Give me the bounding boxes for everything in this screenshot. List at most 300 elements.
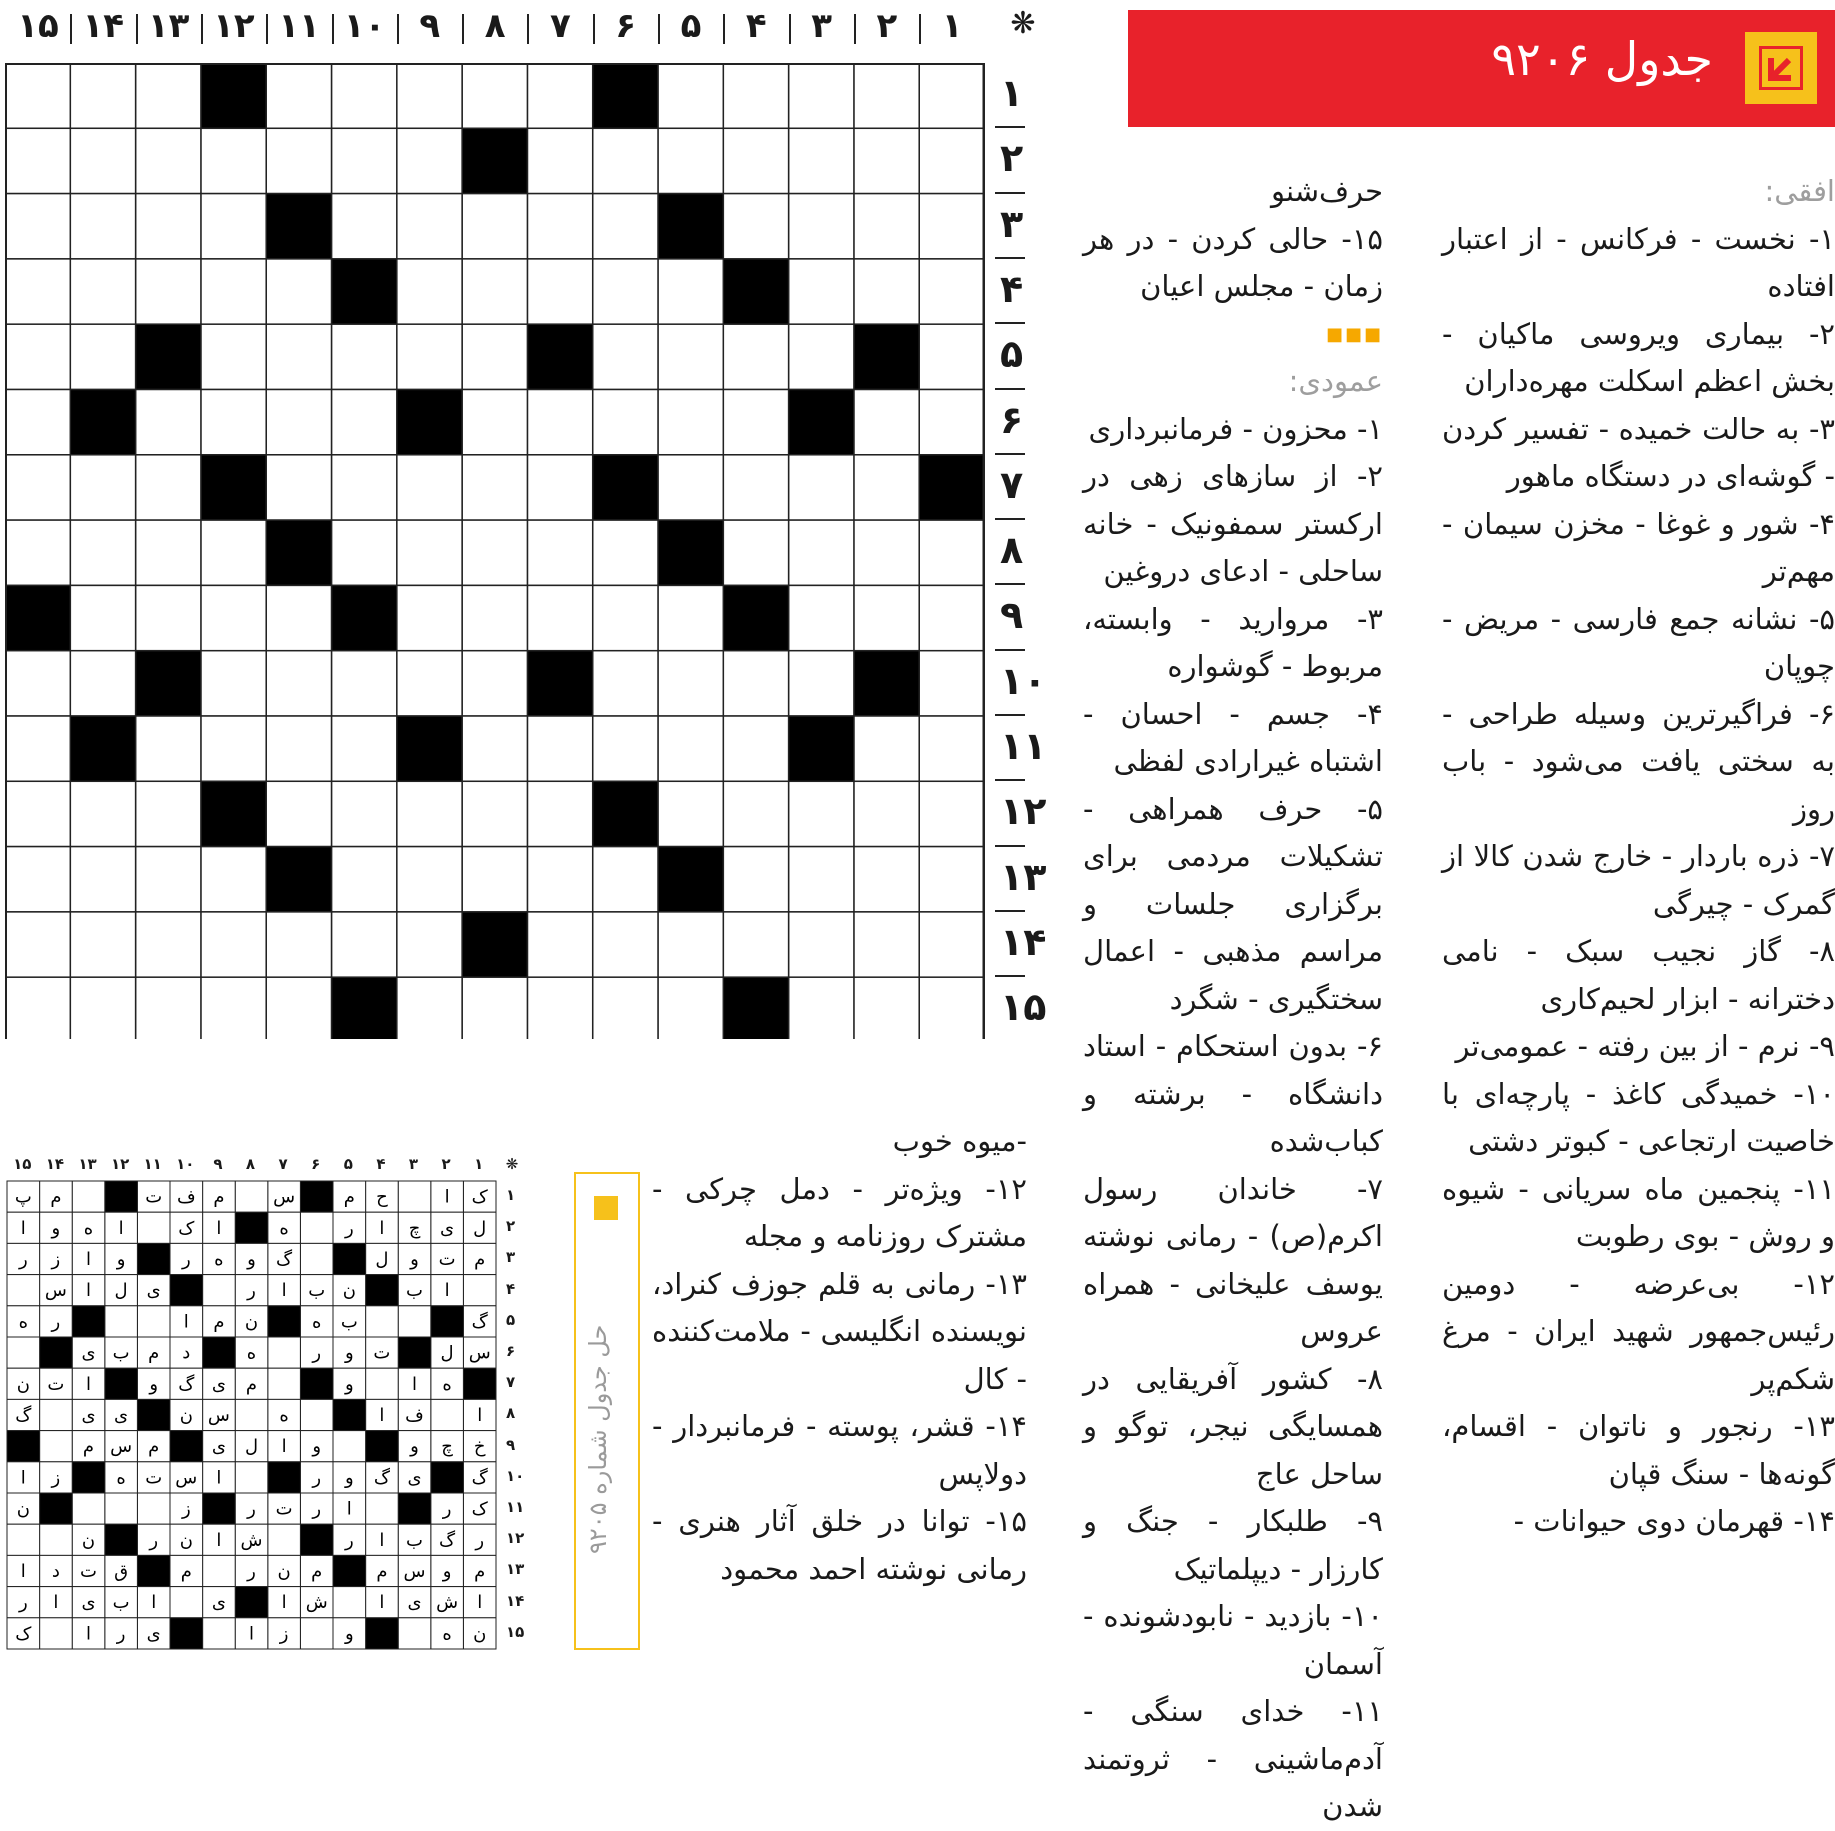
solution-black-cell: [366, 1275, 399, 1306]
grid-cell[interactable]: [462, 585, 527, 650]
black-cell: [789, 716, 854, 781]
grid-cell[interactable]: [136, 128, 201, 193]
grid-cell[interactable]: [332, 716, 397, 781]
grid-cell[interactable]: [527, 716, 592, 781]
grid-cell[interactable]: [266, 128, 331, 193]
solution-black-cell: [105, 1524, 138, 1555]
solution-black-cell: [268, 1462, 301, 1493]
grid-cell[interactable]: [723, 716, 788, 781]
grid-cell[interactable]: [5, 651, 70, 716]
column-number: ۱۴: [82, 6, 125, 46]
grid-cell[interactable]: [332, 194, 397, 259]
crossword-board[interactable]: [5, 63, 985, 1039]
grid-cell[interactable]: [5, 977, 70, 1039]
solution-letter: ا: [411, 1373, 418, 1395]
solution-letter: ر: [475, 1529, 485, 1551]
grid-cell[interactable]: [723, 912, 788, 977]
solution-black-cell: [268, 1306, 301, 1337]
grid-cell[interactable]: [201, 585, 266, 650]
row-separator: [995, 779, 1025, 781]
grid-cell[interactable]: [462, 977, 527, 1039]
grid-cell[interactable]: [70, 847, 135, 912]
solution-letter: س: [403, 1561, 426, 1582]
solution-letter: ر: [116, 1623, 126, 1645]
grid-cell[interactable]: [201, 128, 266, 193]
grid-cell[interactable]: [136, 977, 201, 1039]
grid-cell[interactable]: [462, 781, 527, 846]
grid-cell[interactable]: [5, 520, 70, 585]
grid-cell[interactable]: [527, 128, 592, 193]
grid-cell[interactable]: [723, 455, 788, 520]
grid-cell[interactable]: [332, 324, 397, 389]
grid-cell[interactable]: [70, 194, 135, 259]
black-cell: [723, 585, 788, 650]
solution-letter: ا: [444, 1186, 450, 1208]
solution-black-cell: [463, 1368, 496, 1399]
grid-cell[interactable]: [658, 585, 723, 650]
solution-letter: ا: [85, 1280, 92, 1302]
grid-cell[interactable]: [723, 324, 788, 389]
solution-letter: ل: [114, 1280, 128, 1302]
grid-cell[interactable]: [658, 977, 723, 1039]
grid-cell[interactable]: [136, 455, 201, 520]
grid-cell[interactable]: [527, 259, 592, 324]
grid-cell[interactable]: [919, 651, 984, 716]
grid-cell[interactable]: [593, 912, 658, 977]
grid-cell[interactable]: [266, 651, 331, 716]
grid-cell[interactable]: [593, 520, 658, 585]
grid-cell[interactable]: [723, 194, 788, 259]
clue-item: ۱۴- قشر، پوسته - فرمانبردار - دولاپس: [652, 1409, 1027, 1491]
grid-cell[interactable]: [789, 651, 854, 716]
grid-cell[interactable]: [462, 651, 527, 716]
grid-cell[interactable]: [723, 651, 788, 716]
grid-cell[interactable]: [397, 585, 462, 650]
solution-cell: [7, 1524, 40, 1555]
row-separator: [995, 453, 1025, 455]
grid-cell[interactable]: [397, 651, 462, 716]
grid-cell[interactable]: [789, 977, 854, 1039]
solution-cell: [366, 1306, 399, 1337]
grid-cell[interactable]: [919, 259, 984, 324]
grid-cell[interactable]: [70, 324, 135, 389]
grid-cell[interactable]: [527, 781, 592, 846]
grid-cell[interactable]: [5, 716, 70, 781]
grid-cell[interactable]: [723, 520, 788, 585]
solution-cell: [268, 1524, 301, 1555]
grid-cell[interactable]: [854, 585, 919, 650]
grid-cell[interactable]: [462, 194, 527, 259]
column-separator: [527, 14, 529, 44]
solution-row-number: ۴: [506, 1279, 516, 1298]
grid-cell[interactable]: [919, 585, 984, 650]
grid-cell[interactable]: [332, 128, 397, 193]
column-number: ۱: [941, 6, 963, 46]
grid-cell[interactable]: [462, 455, 527, 520]
grid-cell[interactable]: [789, 455, 854, 520]
grid-cell[interactable]: [593, 651, 658, 716]
grid-cell[interactable]: [723, 781, 788, 846]
grid-cell[interactable]: [919, 977, 984, 1039]
grid-cell[interactable]: [527, 520, 592, 585]
solution-letter: ه: [442, 1373, 452, 1395]
grid-cell[interactable]: [658, 781, 723, 846]
solution-cell: [268, 1337, 301, 1368]
solution-black-cell: [235, 1212, 268, 1243]
grid-cell[interactable]: [919, 194, 984, 259]
solution-letter: ه: [246, 1342, 257, 1364]
solution-cell: [398, 1181, 431, 1212]
grid-cell[interactable]: [266, 912, 331, 977]
grid-cell[interactable]: [919, 63, 984, 128]
solution-letter: ا: [346, 1498, 352, 1520]
grid-cell[interactable]: [723, 390, 788, 455]
solution-letter: م: [474, 1249, 486, 1270]
grid-cell[interactable]: [201, 194, 266, 259]
grid-cell[interactable]: [854, 781, 919, 846]
grid-cell[interactable]: [5, 128, 70, 193]
grid-cell[interactable]: [854, 194, 919, 259]
grid-cell[interactable]: [5, 455, 70, 520]
grid-cell[interactable]: [136, 912, 201, 977]
grid-cell[interactable]: [70, 781, 135, 846]
row-separator: [995, 714, 1025, 716]
grid-cell[interactable]: [919, 390, 984, 455]
grid-cell[interactable]: [136, 63, 201, 128]
grid-cell[interactable]: [789, 520, 854, 585]
grid-cell[interactable]: [854, 912, 919, 977]
grid-cell[interactable]: [854, 259, 919, 324]
solution-letter: ق: [114, 1561, 129, 1582]
solution-column-number: ۴: [376, 1155, 386, 1173]
grid-cell[interactable]: [5, 847, 70, 912]
grid-cell[interactable]: [266, 455, 331, 520]
row-separator: [995, 649, 1025, 651]
grid-cell[interactable]: [201, 651, 266, 716]
grid-cell[interactable]: [919, 324, 984, 389]
solution-black-cell: [137, 1399, 170, 1430]
column-number: ۱۱: [278, 6, 320, 46]
grid-cell[interactable]: [136, 520, 201, 585]
solution-row-number: ۷: [506, 1373, 516, 1392]
grid-cell[interactable]: [397, 847, 462, 912]
grid-cell[interactable]: [462, 390, 527, 455]
grid-cell[interactable]: [658, 324, 723, 389]
grid-cell[interactable]: [201, 390, 266, 455]
grid-cell[interactable]: [658, 651, 723, 716]
grid-cell[interactable]: [658, 390, 723, 455]
grid-cell[interactable]: [527, 847, 592, 912]
grid-cell[interactable]: [789, 781, 854, 846]
solution-letter: ر: [247, 1498, 256, 1520]
grid-cell[interactable]: [70, 912, 135, 977]
solution-letter: ر: [312, 1342, 322, 1364]
solution-letter: ش: [240, 1529, 263, 1551]
grid-cell[interactable]: [527, 455, 592, 520]
column-separator: [201, 14, 203, 44]
grid-cell[interactable]: [854, 455, 919, 520]
grid-cell[interactable]: [789, 259, 854, 324]
grid-cell[interactable]: [919, 912, 984, 977]
grid-cell[interactable]: [201, 520, 266, 585]
clue-item: ۱۵- توانا در خلق آثار هنری - رمانی نوشته احمد محمود: [652, 1504, 1027, 1586]
grid-cell[interactable]: [789, 128, 854, 193]
column-separator: [919, 14, 921, 44]
solution-letter: ا: [85, 1249, 92, 1270]
clue-item: ۱۴- قهرمان دوی حیوانات -: [1513, 1504, 1835, 1538]
clue-item: ۴- جسم - احسان - اشتباه غیرارادی لفظی: [1083, 696, 1383, 778]
row-number: ۹: [1000, 593, 1024, 638]
grid-cell[interactable]: [332, 912, 397, 977]
solution-black-cell: [40, 1493, 73, 1524]
grid-cell[interactable]: [136, 716, 201, 781]
grid-cell[interactable]: [527, 585, 592, 650]
column-separator: [593, 14, 595, 44]
grid-cell[interactable]: [266, 716, 331, 781]
grid-cell[interactable]: [201, 912, 266, 977]
column-separator: [70, 14, 72, 44]
grid-cell[interactable]: [854, 716, 919, 781]
grid-cell[interactable]: [593, 194, 658, 259]
grid-cell[interactable]: [854, 520, 919, 585]
solution-letter: ی: [211, 1373, 226, 1395]
grid-cell[interactable]: [919, 716, 984, 781]
grid-cell[interactable]: [527, 912, 592, 977]
grid-cell[interactable]: [266, 259, 331, 324]
grid-cell[interactable]: [136, 847, 201, 912]
solution-letter: گ: [178, 1373, 195, 1395]
clue-item: ۳- به حالت خمیده - تفسیر کردن - گوشه‌ای در دستگاه ماهور: [1442, 411, 1835, 493]
down-clue-list: [1083, 406, 1383, 1831]
grid-cell[interactable]: [397, 63, 462, 128]
solution-column-number: ۶: [311, 1155, 321, 1173]
grid-cell[interactable]: [201, 716, 266, 781]
grid-cell[interactable]: [919, 520, 984, 585]
grid-cell[interactable]: [854, 977, 919, 1039]
grid-cell[interactable]: [332, 455, 397, 520]
grid-cell[interactable]: [332, 781, 397, 846]
black-cell: [593, 63, 658, 128]
grid-cell[interactable]: [789, 324, 854, 389]
grid-cell[interactable]: [658, 259, 723, 324]
solution-letter: ا: [151, 1592, 157, 1614]
solution-black-cell: [72, 1462, 105, 1493]
grid-cell[interactable]: [527, 194, 592, 259]
solution-letter: ی: [407, 1467, 422, 1489]
grid-cell[interactable]: [658, 455, 723, 520]
column-separator: [332, 14, 334, 44]
clue-item: ۵- نشانه جمع فارسی - مریض - چوپان: [1442, 601, 1835, 683]
solution-column-number: ۹: [213, 1155, 223, 1173]
grid-cell[interactable]: [397, 912, 462, 977]
solution-black-cell: [366, 1618, 399, 1649]
grid-cell[interactable]: [70, 520, 135, 585]
grid-cell[interactable]: [332, 847, 397, 912]
puzzle-header: [1128, 10, 1835, 127]
grid-cell[interactable]: [332, 63, 397, 128]
solution-cell: [105, 1306, 138, 1337]
grid-cell[interactable]: [593, 390, 658, 455]
grid-cell[interactable]: [397, 977, 462, 1039]
grid-cell[interactable]: [789, 63, 854, 128]
grid-cell[interactable]: [136, 781, 201, 846]
grid-cell[interactable]: [136, 259, 201, 324]
solution-letter: گ: [276, 1249, 293, 1270]
grid-cell[interactable]: [136, 194, 201, 259]
grid-cell[interactable]: [854, 847, 919, 912]
clue-item: حرف‌شنو: [1270, 174, 1383, 208]
solution-cell: [300, 1618, 333, 1649]
solution-cell: [366, 1493, 399, 1524]
solution-letter: س: [207, 1405, 230, 1426]
solution-row-number: ۱۲: [506, 1529, 525, 1548]
row-number: ۱۰: [1000, 658, 1047, 703]
solution-cell: [137, 1212, 170, 1243]
grid-cell[interactable]: [462, 63, 527, 128]
column-number: ۶: [615, 6, 637, 46]
grid-cell[interactable]: [789, 585, 854, 650]
grid-cell[interactable]: [462, 324, 527, 389]
grid-cell[interactable]: [462, 847, 527, 912]
clue-item: ۳- مروارید - وابسته، مربوط - گوشواره: [1083, 601, 1383, 683]
grid-cell[interactable]: [658, 128, 723, 193]
clue-item: ۷- ذره باردار - خارج شدن کالا از گمرک - چیرگی: [1442, 839, 1835, 921]
grid-cell[interactable]: [462, 259, 527, 324]
solution-black-cell: [366, 1431, 399, 1462]
solution-letter: م: [376, 1561, 388, 1582]
grid-cell[interactable]: [854, 390, 919, 455]
grid-cell[interactable]: [789, 912, 854, 977]
grid-cell[interactable]: [5, 912, 70, 977]
grid-cell[interactable]: [854, 63, 919, 128]
grid-cell[interactable]: [70, 585, 135, 650]
column-number: ۴: [745, 6, 767, 46]
solution-letter: ا: [379, 1529, 385, 1551]
grid-cell[interactable]: [397, 781, 462, 846]
grid-cell[interactable]: [658, 912, 723, 977]
grid-cell[interactable]: [332, 520, 397, 585]
grid-cell[interactable]: [5, 259, 70, 324]
solution-letter: ت: [275, 1498, 293, 1520]
black-cell: [854, 324, 919, 389]
black-cell: [723, 977, 788, 1039]
grid-cell[interactable]: [5, 194, 70, 259]
grid-cell[interactable]: [593, 716, 658, 781]
solution-letter: ک: [471, 1186, 488, 1208]
solution-letter: ر: [312, 1467, 322, 1489]
row-number: ۴: [1000, 266, 1024, 311]
solution-letter: ا: [379, 1592, 385, 1614]
grid-cell[interactable]: [201, 977, 266, 1039]
grid-cell[interactable]: [593, 259, 658, 324]
grid-cell[interactable]: [593, 324, 658, 389]
grid-cell[interactable]: [593, 128, 658, 193]
solution-letter: ی: [211, 1592, 226, 1614]
grid-cell[interactable]: [658, 63, 723, 128]
grid-cell[interactable]: [201, 259, 266, 324]
grid-cell[interactable]: [266, 390, 331, 455]
solution-letter: م: [50, 1186, 62, 1208]
grid-cell[interactable]: [789, 847, 854, 912]
solution-letter: م: [213, 1311, 225, 1333]
grid-cell[interactable]: [527, 977, 592, 1039]
grid-cell[interactable]: [5, 324, 70, 389]
grid-cell[interactable]: [70, 977, 135, 1039]
grid-cell[interactable]: [462, 520, 527, 585]
grid-cell[interactable]: [593, 585, 658, 650]
column-separator: [397, 14, 399, 44]
solution-row-number: ۱۰: [506, 1466, 525, 1485]
solution-cell: [40, 1618, 73, 1649]
grid-cell[interactable]: [723, 128, 788, 193]
grid-cell[interactable]: [397, 520, 462, 585]
grid-cell[interactable]: [136, 390, 201, 455]
grid-cell[interactable]: [70, 128, 135, 193]
solution-letter: ش: [436, 1592, 459, 1614]
grid-cell[interactable]: [201, 324, 266, 389]
grid-cell[interactable]: [397, 128, 462, 193]
grid-cell[interactable]: [919, 781, 984, 846]
solution-letter: ل: [244, 1436, 259, 1458]
grid-cell[interactable]: [723, 63, 788, 128]
grid-cell[interactable]: [593, 977, 658, 1039]
grid-cell[interactable]: [70, 651, 135, 716]
grid-cell[interactable]: [397, 194, 462, 259]
grid-cell[interactable]: [658, 716, 723, 781]
grid-cell[interactable]: [527, 63, 592, 128]
grid-cell[interactable]: [266, 324, 331, 389]
solution-letter: گ: [471, 1467, 488, 1489]
grid-cell[interactable]: [266, 63, 331, 128]
solution-column-number: ۱۴: [45, 1155, 65, 1173]
grid-cell[interactable]: [5, 781, 70, 846]
solution-letter: ب: [340, 1311, 358, 1333]
solution-cell: [333, 1431, 366, 1462]
grid-cell[interactable]: [919, 847, 984, 912]
grid-cell[interactable]: [397, 455, 462, 520]
solution-letter: ر: [247, 1280, 256, 1302]
grid-cell[interactable]: [70, 259, 135, 324]
grid-cell[interactable]: [266, 781, 331, 846]
grid-cell[interactable]: [266, 585, 331, 650]
solution-letter: م: [180, 1561, 192, 1582]
grid-cell[interactable]: [723, 847, 788, 912]
grid-cell[interactable]: [70, 455, 135, 520]
grid-cell[interactable]: [201, 847, 266, 912]
grid-cell[interactable]: [462, 716, 527, 781]
grid-cell[interactable]: [397, 324, 462, 389]
grid-cell[interactable]: [919, 128, 984, 193]
grid-cell[interactable]: [266, 977, 331, 1039]
solution-letter: ز: [279, 1623, 289, 1645]
grid-cell[interactable]: [593, 847, 658, 912]
solution-black-cell: [235, 1587, 268, 1618]
grid-cell[interactable]: [136, 585, 201, 650]
row-number: ۱۵: [1000, 985, 1047, 1030]
solution-letter: و: [247, 1249, 256, 1270]
grid-cell[interactable]: [789, 194, 854, 259]
grid-cell[interactable]: [397, 259, 462, 324]
grid-cell[interactable]: [332, 651, 397, 716]
grid-cell[interactable]: [5, 63, 70, 128]
grid-cell[interactable]: [332, 390, 397, 455]
solution-cell: [203, 1618, 236, 1649]
grid-cell[interactable]: [854, 128, 919, 193]
grid-cell[interactable]: [70, 63, 135, 128]
grid-cell[interactable]: [5, 390, 70, 455]
solution-row-number: ۹: [506, 1435, 516, 1454]
grid-cell[interactable]: [527, 390, 592, 455]
